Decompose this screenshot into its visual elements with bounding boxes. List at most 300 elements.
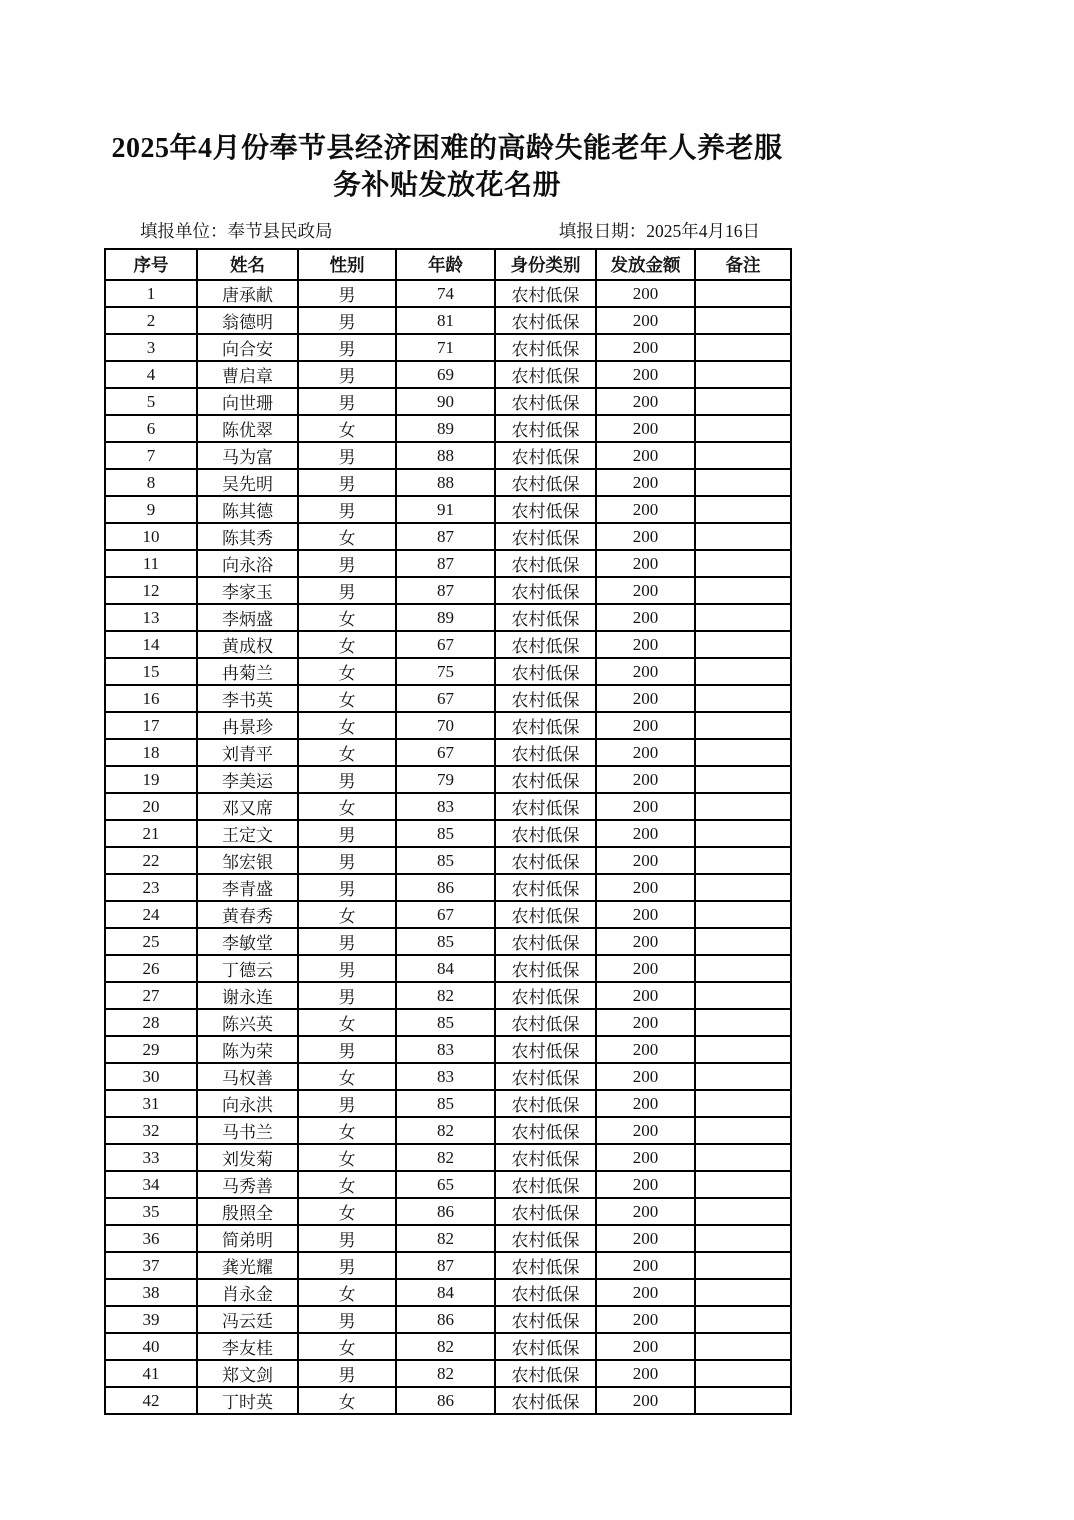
cell-category: 农村低保 xyxy=(495,469,596,496)
cell-no: 20 xyxy=(105,793,197,820)
cell-age: 85 xyxy=(396,1009,495,1036)
cell-age: 74 xyxy=(396,280,495,307)
cell-no: 7 xyxy=(105,442,197,469)
cell-remark xyxy=(695,496,791,523)
cell-gender: 女 xyxy=(298,631,396,658)
cell-remark xyxy=(695,604,791,631)
table-row xyxy=(105,442,791,469)
cell-remark xyxy=(695,847,791,874)
cell-category: 农村低保 xyxy=(495,550,596,577)
table-row xyxy=(105,577,791,604)
cell-category: 农村低保 xyxy=(495,1063,596,1090)
cell-name: 马权善 xyxy=(197,1063,298,1090)
cell-no: 19 xyxy=(105,766,197,793)
cell-remark xyxy=(695,469,791,496)
cell-age: 67 xyxy=(396,901,495,928)
table-row xyxy=(105,820,791,847)
cell-category: 农村低保 xyxy=(495,334,596,361)
cell-name: 向永浴 xyxy=(197,550,298,577)
cell-category: 农村低保 xyxy=(495,415,596,442)
cell-no: 33 xyxy=(105,1144,197,1171)
cell-gender: 女 xyxy=(298,415,396,442)
cell-remark xyxy=(695,1333,791,1360)
page-title: 2025年4月份奉节县经济困难的高龄失能老年人养老服务补贴发放花名册 xyxy=(111,133,783,202)
cell-age: 67 xyxy=(396,739,495,766)
cell-name: 翁德明 xyxy=(197,307,298,334)
cell-remark xyxy=(695,1387,791,1414)
cell-age: 84 xyxy=(396,1279,495,1306)
cell-gender: 男 xyxy=(298,982,396,1009)
table-row xyxy=(105,523,791,550)
cell-category: 农村低保 xyxy=(495,1360,596,1387)
cell-gender: 男 xyxy=(298,1090,396,1117)
cell-category: 农村低保 xyxy=(495,1117,596,1144)
cell-no: 27 xyxy=(105,982,197,1009)
cell-age: 67 xyxy=(396,685,495,712)
cell-remark xyxy=(695,874,791,901)
cell-name: 吴先明 xyxy=(197,469,298,496)
cell-gender: 男 xyxy=(298,1225,396,1252)
cell-remark xyxy=(695,766,791,793)
cell-no: 2 xyxy=(105,307,197,334)
cell-no: 39 xyxy=(105,1306,197,1333)
cell-category: 农村低保 xyxy=(495,1387,596,1414)
cell-category: 农村低保 xyxy=(495,361,596,388)
table-row xyxy=(105,1225,791,1252)
cell-gender: 女 xyxy=(298,901,396,928)
table-row xyxy=(105,901,791,928)
cell-no: 29 xyxy=(105,1036,197,1063)
cell-remark xyxy=(695,388,791,415)
cell-category: 农村低保 xyxy=(495,712,596,739)
table-row xyxy=(105,766,791,793)
cell-amount: 200 xyxy=(596,1333,695,1360)
cell-category: 农村低保 xyxy=(495,739,596,766)
col-header-amount: 发放金额 xyxy=(596,249,695,280)
cell-category: 农村低保 xyxy=(495,1090,596,1117)
cell-age: 82 xyxy=(396,1144,495,1171)
cell-name: 马秀善 xyxy=(197,1171,298,1198)
table-row xyxy=(105,388,791,415)
cell-category: 农村低保 xyxy=(495,280,596,307)
cell-name: 马书兰 xyxy=(197,1117,298,1144)
col-header-name: 姓名 xyxy=(197,249,298,280)
cell-amount: 200 xyxy=(596,388,695,415)
cell-category: 农村低保 xyxy=(495,1144,596,1171)
cell-category: 农村低保 xyxy=(495,1171,596,1198)
cell-no: 9 xyxy=(105,496,197,523)
cell-age: 89 xyxy=(396,604,495,631)
cell-amount: 200 xyxy=(596,982,695,1009)
cell-amount: 200 xyxy=(596,1090,695,1117)
cell-gender: 女 xyxy=(298,604,396,631)
cell-remark xyxy=(695,334,791,361)
cell-gender: 男 xyxy=(298,361,396,388)
cell-remark xyxy=(695,442,791,469)
cell-name: 冉景珍 xyxy=(197,712,298,739)
cell-name: 黄成权 xyxy=(197,631,298,658)
cell-amount: 200 xyxy=(596,766,695,793)
cell-no: 21 xyxy=(105,820,197,847)
cell-age: 67 xyxy=(396,631,495,658)
cell-category: 农村低保 xyxy=(495,523,596,550)
cell-name: 王定文 xyxy=(197,820,298,847)
cell-age: 85 xyxy=(396,847,495,874)
table-row xyxy=(105,1090,791,1117)
cell-amount: 200 xyxy=(596,577,695,604)
cell-remark xyxy=(695,793,791,820)
cell-amount: 200 xyxy=(596,280,695,307)
cell-gender: 女 xyxy=(298,1171,396,1198)
cell-no: 15 xyxy=(105,658,197,685)
cell-age: 84 xyxy=(396,955,495,982)
cell-no: 12 xyxy=(105,577,197,604)
cell-gender: 女 xyxy=(298,1063,396,1090)
table-row xyxy=(105,631,791,658)
table-row xyxy=(105,955,791,982)
cell-no: 16 xyxy=(105,685,197,712)
cell-no: 8 xyxy=(105,469,197,496)
cell-no: 11 xyxy=(105,550,197,577)
cell-category: 农村低保 xyxy=(495,1306,596,1333)
cell-gender: 女 xyxy=(298,793,396,820)
cell-remark xyxy=(695,1144,791,1171)
table-row xyxy=(105,793,791,820)
cell-name: 龚光耀 xyxy=(197,1252,298,1279)
cell-amount: 200 xyxy=(596,415,695,442)
reporting-unit-label: 填报单位：奉节县民政局 xyxy=(140,221,333,242)
cell-gender: 女 xyxy=(298,1198,396,1225)
cell-amount: 200 xyxy=(596,901,695,928)
cell-amount: 200 xyxy=(596,874,695,901)
cell-category: 农村低保 xyxy=(495,658,596,685)
cell-no: 13 xyxy=(105,604,197,631)
cell-remark xyxy=(695,361,791,388)
cell-remark xyxy=(695,712,791,739)
cell-gender: 男 xyxy=(298,955,396,982)
cell-category: 农村低保 xyxy=(495,388,596,415)
cell-amount: 200 xyxy=(596,847,695,874)
cell-remark xyxy=(695,415,791,442)
cell-amount: 200 xyxy=(596,496,695,523)
table-row xyxy=(105,1306,791,1333)
cell-category: 农村低保 xyxy=(495,1009,596,1036)
cell-no: 38 xyxy=(105,1279,197,1306)
cell-name: 殷照全 xyxy=(197,1198,298,1225)
table-row xyxy=(105,1063,791,1090)
cell-age: 87 xyxy=(396,523,495,550)
cell-no: 31 xyxy=(105,1090,197,1117)
cell-name: 李美运 xyxy=(197,766,298,793)
cell-category: 农村低保 xyxy=(495,847,596,874)
cell-remark xyxy=(695,1036,791,1063)
cell-name: 向世珊 xyxy=(197,388,298,415)
cell-age: 86 xyxy=(396,1306,495,1333)
cell-no: 40 xyxy=(105,1333,197,1360)
cell-age: 82 xyxy=(396,982,495,1009)
cell-age: 81 xyxy=(396,307,495,334)
cell-gender: 男 xyxy=(298,442,396,469)
cell-name: 李青盛 xyxy=(197,874,298,901)
cell-amount: 200 xyxy=(596,928,695,955)
cell-amount: 200 xyxy=(596,1279,695,1306)
cell-remark xyxy=(695,928,791,955)
cell-category: 农村低保 xyxy=(495,1225,596,1252)
table-row xyxy=(105,1198,791,1225)
table-header-row xyxy=(105,249,791,280)
cell-amount: 200 xyxy=(596,712,695,739)
cell-amount: 200 xyxy=(596,1387,695,1414)
cell-amount: 200 xyxy=(596,658,695,685)
cell-gender: 女 xyxy=(298,712,396,739)
cell-no: 18 xyxy=(105,739,197,766)
cell-gender: 男 xyxy=(298,928,396,955)
cell-no: 25 xyxy=(105,928,197,955)
cell-name: 丁时英 xyxy=(197,1387,298,1414)
cell-amount: 200 xyxy=(596,1144,695,1171)
cell-gender: 男 xyxy=(298,577,396,604)
cell-name: 李敏堂 xyxy=(197,928,298,955)
cell-remark xyxy=(695,955,791,982)
cell-remark xyxy=(695,685,791,712)
cell-category: 农村低保 xyxy=(495,1333,596,1360)
cell-amount: 200 xyxy=(596,604,695,631)
table-row xyxy=(105,361,791,388)
cell-category: 农村低保 xyxy=(495,1198,596,1225)
table-row xyxy=(105,334,791,361)
cell-remark xyxy=(695,577,791,604)
cell-age: 89 xyxy=(396,415,495,442)
cell-category: 农村低保 xyxy=(495,604,596,631)
cell-name: 马为富 xyxy=(197,442,298,469)
cell-age: 88 xyxy=(396,442,495,469)
table-row xyxy=(105,1171,791,1198)
cell-category: 农村低保 xyxy=(495,577,596,604)
table-row xyxy=(105,1360,791,1387)
table-row xyxy=(105,1333,791,1360)
cell-gender: 女 xyxy=(298,739,396,766)
cell-name: 曹启章 xyxy=(197,361,298,388)
cell-name: 陈其秀 xyxy=(197,523,298,550)
cell-no: 22 xyxy=(105,847,197,874)
table-row xyxy=(105,1117,791,1144)
cell-amount: 200 xyxy=(596,334,695,361)
cell-age: 91 xyxy=(396,496,495,523)
cell-gender: 男 xyxy=(298,388,396,415)
cell-amount: 200 xyxy=(596,1360,695,1387)
cell-gender: 女 xyxy=(298,1117,396,1144)
cell-category: 农村低保 xyxy=(495,631,596,658)
cell-gender: 女 xyxy=(298,658,396,685)
cell-amount: 200 xyxy=(596,1117,695,1144)
cell-category: 农村低保 xyxy=(495,1252,596,1279)
cell-gender: 男 xyxy=(298,1360,396,1387)
table-row xyxy=(105,280,791,307)
cell-amount: 200 xyxy=(596,442,695,469)
cell-category: 农村低保 xyxy=(495,1279,596,1306)
cell-age: 87 xyxy=(396,550,495,577)
cell-gender: 女 xyxy=(298,523,396,550)
table-row xyxy=(105,874,791,901)
table-row xyxy=(105,685,791,712)
cell-gender: 女 xyxy=(298,1279,396,1306)
cell-no: 32 xyxy=(105,1117,197,1144)
col-header-no: 序号 xyxy=(105,249,197,280)
cell-amount: 200 xyxy=(596,307,695,334)
table-row xyxy=(105,604,791,631)
table-row xyxy=(105,712,791,739)
cell-no: 35 xyxy=(105,1198,197,1225)
cell-gender: 男 xyxy=(298,469,396,496)
cell-amount: 200 xyxy=(596,469,695,496)
cell-age: 83 xyxy=(396,1063,495,1090)
cell-name: 李炳盛 xyxy=(197,604,298,631)
cell-name: 郑文剑 xyxy=(197,1360,298,1387)
cell-remark xyxy=(695,1279,791,1306)
cell-age: 83 xyxy=(396,1036,495,1063)
cell-category: 农村低保 xyxy=(495,496,596,523)
cell-gender: 女 xyxy=(298,685,396,712)
cell-name: 唐承献 xyxy=(197,280,298,307)
cell-category: 农村低保 xyxy=(495,820,596,847)
cell-remark xyxy=(695,1171,791,1198)
cell-remark xyxy=(695,307,791,334)
cell-no: 36 xyxy=(105,1225,197,1252)
cell-name: 简弟明 xyxy=(197,1225,298,1252)
cell-name: 谢永连 xyxy=(197,982,298,1009)
document-content xyxy=(104,0,790,1415)
cell-no: 28 xyxy=(105,1009,197,1036)
cell-amount: 200 xyxy=(596,361,695,388)
cell-age: 82 xyxy=(396,1360,495,1387)
cell-age: 71 xyxy=(396,334,495,361)
cell-age: 87 xyxy=(396,577,495,604)
cell-name: 黄春秀 xyxy=(197,901,298,928)
table-row xyxy=(105,982,791,1009)
cell-name: 肖永金 xyxy=(197,1279,298,1306)
cell-name: 陈优翠 xyxy=(197,415,298,442)
cell-amount: 200 xyxy=(596,685,695,712)
cell-category: 农村低保 xyxy=(495,901,596,928)
cell-amount: 200 xyxy=(596,739,695,766)
cell-age: 87 xyxy=(396,1252,495,1279)
cell-name: 李友桂 xyxy=(197,1333,298,1360)
table-row xyxy=(105,739,791,766)
table-row xyxy=(105,469,791,496)
cell-remark xyxy=(695,1252,791,1279)
cell-no: 5 xyxy=(105,388,197,415)
cell-name: 陈其德 xyxy=(197,496,298,523)
cell-no: 17 xyxy=(105,712,197,739)
cell-no: 6 xyxy=(105,415,197,442)
cell-remark xyxy=(695,739,791,766)
cell-name: 向永洪 xyxy=(197,1090,298,1117)
cell-age: 82 xyxy=(396,1117,495,1144)
cell-remark xyxy=(695,1117,791,1144)
cell-name: 陈兴英 xyxy=(197,1009,298,1036)
roster-table xyxy=(104,248,792,1415)
cell-remark xyxy=(695,280,791,307)
cell-gender: 男 xyxy=(298,550,396,577)
cell-remark xyxy=(695,982,791,1009)
cell-amount: 200 xyxy=(596,820,695,847)
table-row xyxy=(105,415,791,442)
cell-gender: 男 xyxy=(298,847,396,874)
cell-amount: 200 xyxy=(596,1009,695,1036)
cell-name: 冯云廷 xyxy=(197,1306,298,1333)
cell-no: 41 xyxy=(105,1360,197,1387)
cell-amount: 200 xyxy=(596,523,695,550)
cell-remark xyxy=(695,631,791,658)
cell-remark xyxy=(695,550,791,577)
cell-no: 4 xyxy=(105,361,197,388)
table-row xyxy=(105,307,791,334)
roster-table-body xyxy=(105,280,791,1414)
cell-amount: 200 xyxy=(596,955,695,982)
cell-age: 86 xyxy=(396,1387,495,1414)
cell-age: 82 xyxy=(396,1225,495,1252)
cell-no: 26 xyxy=(105,955,197,982)
table-row xyxy=(105,550,791,577)
cell-category: 农村低保 xyxy=(495,874,596,901)
cell-amount: 200 xyxy=(596,1225,695,1252)
cell-category: 农村低保 xyxy=(495,928,596,955)
cell-name: 丁德云 xyxy=(197,955,298,982)
cell-age: 88 xyxy=(396,469,495,496)
cell-amount: 200 xyxy=(596,1252,695,1279)
cell-amount: 200 xyxy=(596,1306,695,1333)
cell-no: 30 xyxy=(105,1063,197,1090)
cell-no: 23 xyxy=(105,874,197,901)
table-row xyxy=(105,1144,791,1171)
cell-age: 70 xyxy=(396,712,495,739)
cell-name: 冉菊兰 xyxy=(197,658,298,685)
cell-no: 3 xyxy=(105,334,197,361)
cell-amount: 200 xyxy=(596,550,695,577)
cell-age: 83 xyxy=(396,793,495,820)
cell-gender: 男 xyxy=(298,820,396,847)
cell-name: 陈为荣 xyxy=(197,1036,298,1063)
cell-remark xyxy=(695,1009,791,1036)
cell-age: 69 xyxy=(396,361,495,388)
cell-age: 65 xyxy=(396,1171,495,1198)
cell-no: 24 xyxy=(105,901,197,928)
cell-name: 李书英 xyxy=(197,685,298,712)
cell-remark xyxy=(695,820,791,847)
meta-row xyxy=(104,218,790,243)
col-header-age: 年龄 xyxy=(396,249,495,280)
cell-age: 85 xyxy=(396,928,495,955)
cell-category: 农村低保 xyxy=(495,982,596,1009)
cell-category: 农村低保 xyxy=(495,955,596,982)
cell-age: 90 xyxy=(396,388,495,415)
cell-age: 75 xyxy=(396,658,495,685)
cell-age: 85 xyxy=(396,1090,495,1117)
cell-name: 李家玉 xyxy=(197,577,298,604)
cell-gender: 男 xyxy=(298,766,396,793)
cell-no: 14 xyxy=(105,631,197,658)
cell-name: 刘青平 xyxy=(197,739,298,766)
table-row xyxy=(105,847,791,874)
table-row xyxy=(105,496,791,523)
cell-remark xyxy=(695,1225,791,1252)
cell-amount: 200 xyxy=(596,631,695,658)
cell-amount: 200 xyxy=(596,1171,695,1198)
cell-no: 34 xyxy=(105,1171,197,1198)
cell-no: 37 xyxy=(105,1252,197,1279)
cell-remark xyxy=(695,1360,791,1387)
cell-category: 农村低保 xyxy=(495,766,596,793)
